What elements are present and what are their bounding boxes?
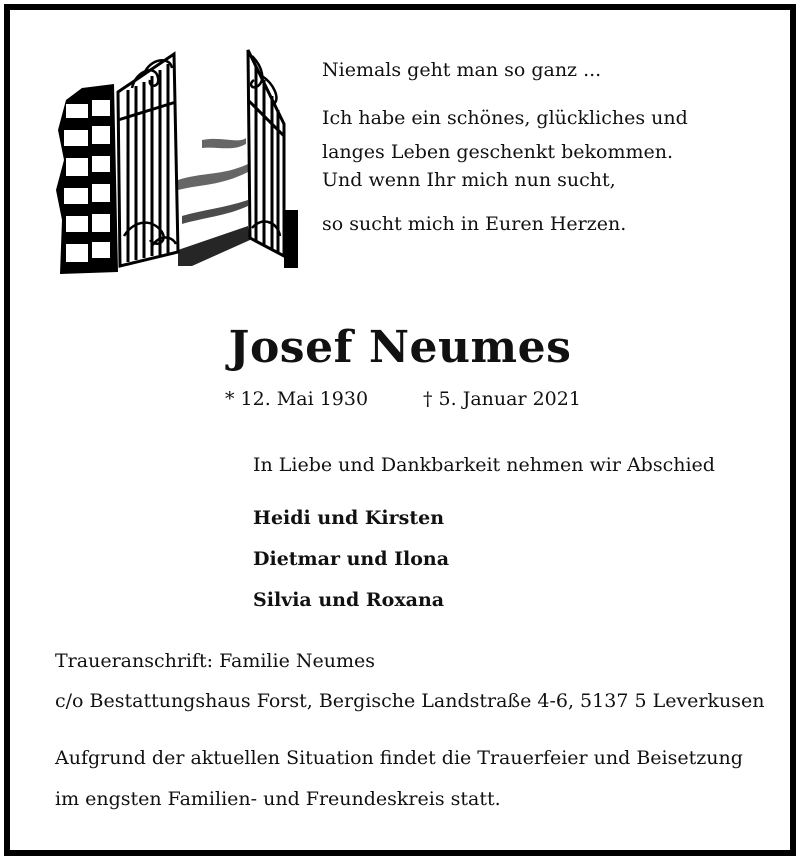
birth-date: * 12. Mai 1930 — [225, 388, 369, 410]
notice-line: Aufgrund der aktuellen Situation findet die Trauerfeier und Beisetzung — [55, 747, 743, 769]
poem — [322, 56, 762, 238]
mourners-list — [253, 504, 449, 627]
open-gate-icon — [52, 40, 302, 276]
poem-line: Ich habe ein schönes, glückliches und — [322, 107, 688, 129]
address-line: Traueranschrift: Familie Neumes — [55, 650, 375, 672]
mourning-address — [55, 647, 764, 727]
mourner-name: Dietmar und Ilona — [253, 548, 450, 570]
death-date: † 5. Januar 2021 — [423, 388, 581, 410]
mourner-name: Heidi und Kirsten — [253, 507, 445, 529]
poem-line: Niemals geht man so ganz ... — [322, 59, 602, 81]
ceremony-notice — [55, 744, 743, 826]
poem-line: so sucht mich in Euren Herzen. — [322, 213, 627, 235]
poem-line: Und wenn Ihr mich nun sucht, — [322, 169, 616, 191]
poem-line: langes Leben geschenkt bekommen. — [322, 141, 673, 163]
notice-line: im engsten Familien- und Freundeskreis statt. — [55, 788, 501, 810]
deceased-name: Josef Neumes — [228, 322, 572, 373]
mourner-name: Silvia und Roxana — [253, 589, 445, 611]
farewell-text: In Liebe und Dankbarkeit nehmen wir Abschied — [253, 454, 715, 476]
address-line: c/o Bestattungshaus Forst, Bergische Landstraße 4-6, 5137 5 Leverkusen — [55, 690, 765, 712]
